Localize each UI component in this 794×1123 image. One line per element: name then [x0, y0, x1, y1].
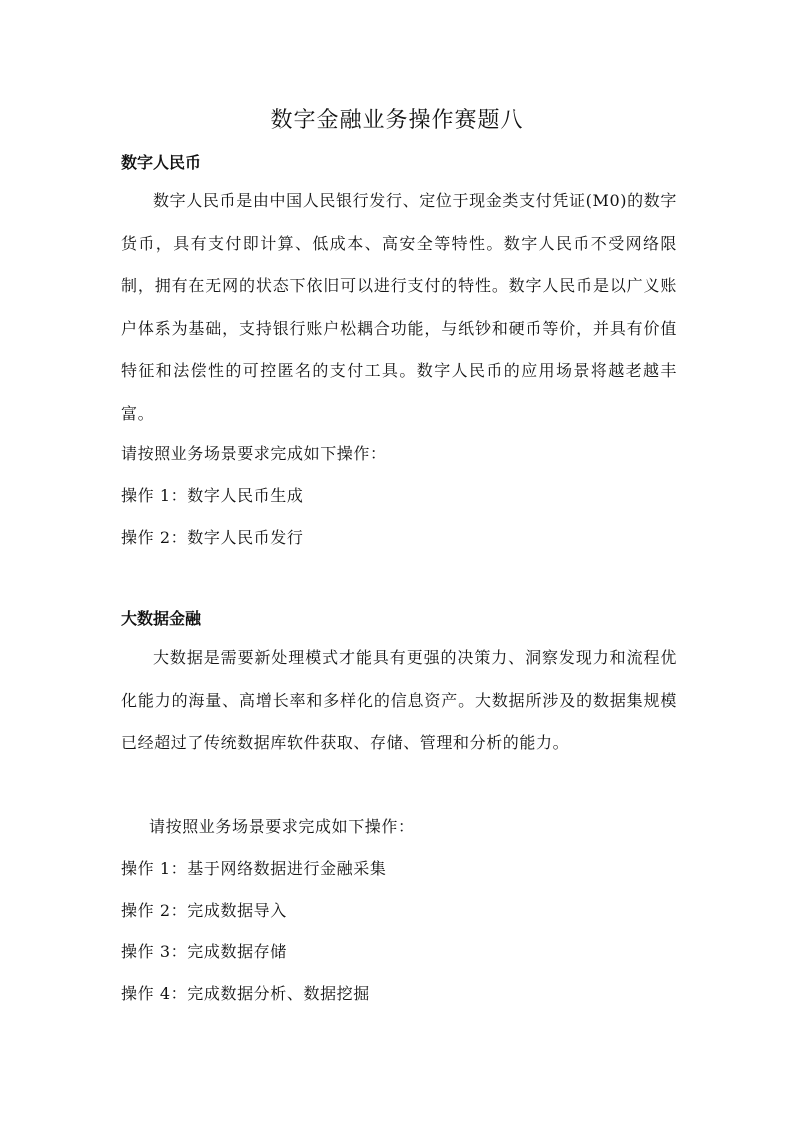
- instruction-text: 请按照业务场景要求完成如下操作：: [121, 444, 387, 463]
- operation-item: 操作 2：完成数据导入: [121, 901, 287, 920]
- operation-item: 操作 1：数字人民币生成: [121, 486, 304, 505]
- operation-item: 操作 2：数字人民币发行: [121, 528, 304, 547]
- section-paragraph-big-data-finance: 大数据是需要新处理模式才能具有更强的决策力、洞察发现力和流程优化能力的海量、高增长率和多样化的信息资产。大数据所涉及的数据集规模已经超过了传统数据库软件获取、存储、管理和分析的能力。: [121, 648, 677, 752]
- operation-item: 操作 1：基于网络数据进行金融采集: [121, 859, 387, 878]
- instruction-text: 请按照业务场景要求完成如下操作：: [149, 817, 415, 836]
- section-heading-digital-rmb: 数字人民币: [121, 153, 202, 172]
- section-paragraph-digital-rmb: 数字人民币是由中国人民银行发行、定位于现金类支付凭证(M0)的数字货币，具有支付即计算、低成本、高安全等特性。数字人民币不受网络限制，拥有在无网的状态下依旧可以进行支付的特性。数字人民币是以广义账户体系为基础，支持银行账户松耦合功能，与纸钞和硬币等价，并具有价值特征和法偿性的可控匿名的支付工具。数字人民币的应用场景将越老越丰富。: [121, 191, 677, 423]
- section-heading-big-data-finance: 大数据金融: [121, 609, 202, 628]
- document-title: 数字金融业务操作赛题八: [270, 108, 524, 133]
- operation-item: 操作 3：完成数据存储: [121, 942, 287, 961]
- operation-item: 操作 4：完成数据分析、数据挖掘: [121, 984, 370, 1003]
